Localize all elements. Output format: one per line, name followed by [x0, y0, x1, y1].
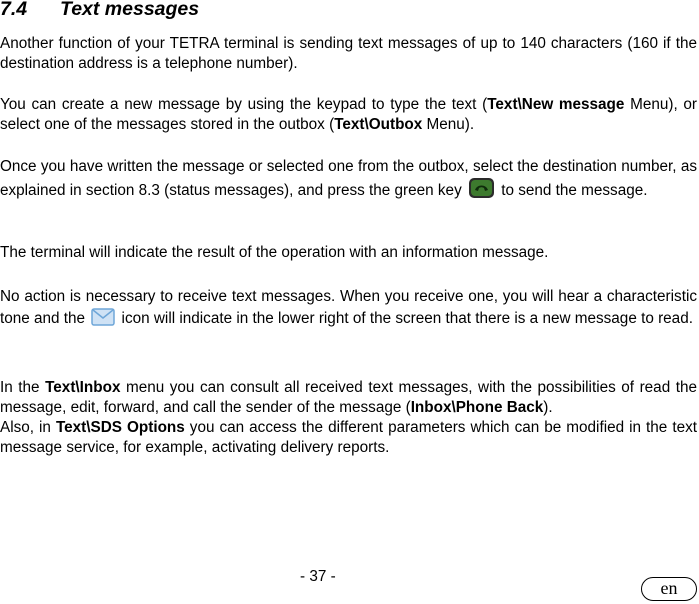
paragraph-result: The terminal will indicate the result of the operation with an information message.	[0, 244, 549, 261]
paragraph-sending: Another function of your TETRA terminal is sending text messages of up to 140 characters (160 if the destination address is a telephone number).	[0, 35, 697, 72]
paragraph-send: Once you have written the message or selected one from the outbox, select the destination number, as explained in section 8.3 (status messages), and press the green key to send the message.	[0, 157, 697, 205]
language-badge: en	[641, 577, 697, 601]
menu-path-sds-options: Text\SDS Options	[55, 419, 185, 436]
section-number: 7.4	[0, 0, 28, 20]
green-call-key-icon	[468, 177, 495, 205]
paragraph-receive: No action is necessary to receive text messages. When you receive one, you will hear a characteristic tone and the icon will indicate in the lower right of the screen that there is a new message to read.	[0, 287, 697, 333]
section-heading	[0, 0, 199, 21]
menu-path-outbox: Text\Outbox	[334, 116, 423, 133]
menu-path-phone-back: Inbox\Phone Back	[410, 399, 544, 416]
menu-path-inbox: Text\Inbox	[45, 379, 121, 396]
section-title: Text messages	[60, 0, 200, 20]
page-number: - 37 -	[300, 568, 336, 585]
paragraph-create: You can create a new message by using the keypad to type the text (Text\New message Menu), or select one of the messages stored in the outbox (Text\Outbox Menu).	[0, 96, 697, 133]
paragraph-sds-options: Also, in Text\SDS Options you can access the different parameters which can be modified in the text message service, for example, activating delivery reports.	[0, 419, 697, 456]
paragraph-inbox: In the Text\Inbox menu you can consult all received text messages, with the possibilities of read the message, edit, forward, and call the sender of the message (Inbox\Phone Back).	[0, 379, 697, 416]
envelope-icon	[91, 307, 115, 333]
menu-path-new-message: Text\New message	[487, 96, 625, 113]
